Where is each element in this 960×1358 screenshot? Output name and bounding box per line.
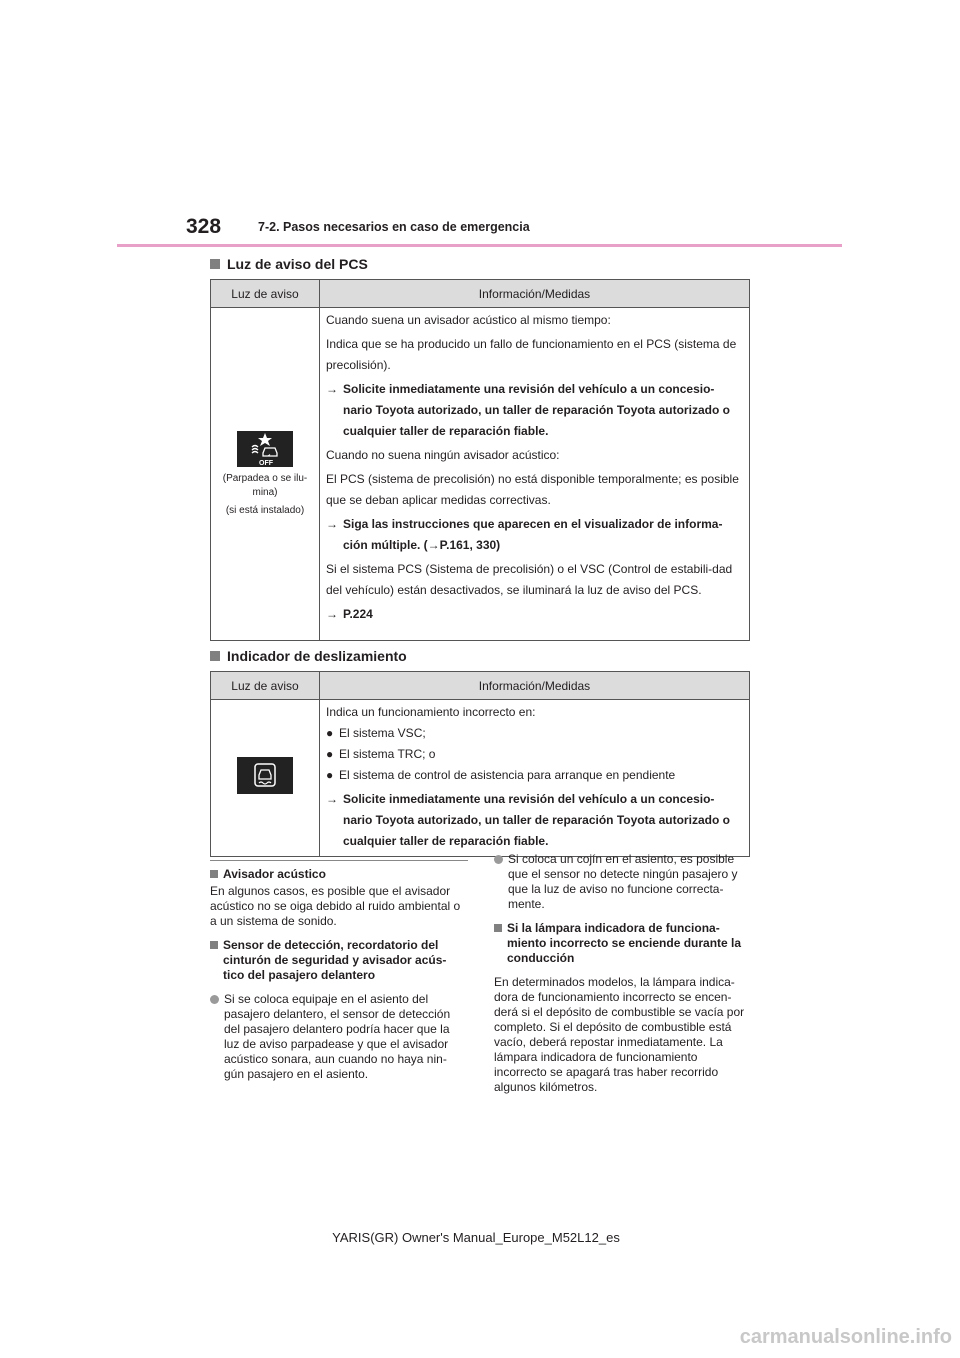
list-item: Si coloca un cojín en el asiento, es posible que el sensor no detecte ningún pasajero y que la luz de aviso no funcione correcta-mente. (494, 852, 750, 912)
square-bullet-icon (494, 924, 502, 932)
slip-warning-table (210, 671, 750, 857)
square-bullet-icon (210, 941, 218, 949)
circle-bullet-icon (210, 995, 219, 1004)
pcs-section-title (210, 256, 368, 272)
pcs-off-warning-icon (237, 431, 293, 467)
watermark: carmanualsonline.info (739, 1326, 952, 1348)
pcs-lamp-cell (211, 308, 320, 641)
col-header-info: Información/Medidas (320, 672, 750, 700)
list-item: ● El sistema VSC; (326, 726, 426, 740)
arrow-icon: → (326, 517, 338, 531)
info-line: El PCS (sistema de precolisión) no está disponible temporalmente; es posible que se deban aplicar medidas correctivas. (326, 472, 739, 507)
slip-info-cell (320, 700, 750, 857)
note-text: En determinados modelos, la lámpara indica-dora de funcionamiento incorrecto se encen-derá si el depósito de combustible se vacía por completo. Si el depósito de combustible está vacío, deberá repostar inmediatamente. La lámpara indicadora de funcionamiento incorrecto se apagará tras haber recorrido algunos kilómetros. (494, 975, 745, 1094)
pcs-info-cell (320, 308, 750, 641)
note-heading: Avisador acústico (210, 867, 466, 882)
info-line: Si el sistema PCS (Sistema de precolisión) o el VSC (Control de estabili-dad del vehículo) están desactivados, se iluminará la luz de aviso del PCS. (326, 562, 733, 597)
svg-text:OFF: OFF (259, 459, 273, 467)
footer-manual-id: YARIS(GR) Owner's Manual_Europe_M52L12_es (332, 1230, 620, 1245)
arrow-icon: → (326, 382, 338, 396)
col-header-info: Información/Medidas (320, 280, 750, 308)
col-header-lamp: Luz de aviso (211, 280, 320, 308)
notes-left-column (210, 867, 466, 1082)
notes-right-column (494, 852, 750, 1095)
chapter-title: 7-2. Pasos necesarios en caso de emergencia (258, 220, 530, 234)
action-line: → Solicite inmediatamente una revisión del vehículo a un concesio-nario Toyota autorizado, un taller de reparación Toyota autorizado o cualquier taller de reparación fiable. (326, 379, 743, 442)
slip-section-title-text: Indicador de deslizamiento (227, 648, 407, 664)
slip-indicator-icon (237, 757, 293, 794)
slip-lamp-cell (211, 700, 320, 857)
arrow-icon: → (326, 607, 338, 621)
action-line: → Solicite inmediatamente una revisión del vehículo a un concesio-nario Toyota autorizado, un taller de reparación Toyota autorizado o cualquier taller de reparación fiable. (326, 789, 743, 852)
list-item: ● El sistema de control de asistencia para arranque en pendiente (326, 768, 676, 782)
info-line: Indica un funcionamiento incorrecto en: (326, 705, 536, 719)
notes-divider (210, 860, 468, 861)
col-header-lamp: Luz de aviso (211, 672, 320, 700)
page-number: 328 (186, 215, 222, 238)
lamp-note-installed: (si está instalado) (225, 504, 305, 516)
action-line: → Siga las instrucciones que aparecen en el visualizador de informa-ción múltiple. (→P.161, 330) (326, 514, 743, 556)
arrow-icon: → (326, 792, 338, 806)
action-line: → P.224 (326, 604, 743, 625)
list-item: ● El sistema TRC; o (326, 747, 436, 761)
slip-section-title (210, 648, 407, 664)
pcs-section-title-text: Luz de aviso del PCS (227, 256, 368, 272)
list-item: Si se coloca equipaje en el asiento del pasajero delantero, el sensor de detección del pasajero delantero podría hacer que la luz de aviso parpadease y que el avisador acústico sonara, aun cuando no haya nin-gún pasajero en el asiento. (210, 992, 466, 1082)
header-rule (117, 244, 842, 247)
square-bullet-icon (210, 259, 220, 269)
info-line: Indica que se ha producido un fallo de funcionamiento en el PCS (sistema de precolisión). (326, 337, 737, 372)
lamp-note-blink: (Parpadea o se ilu-mina) (222, 472, 308, 498)
note-heading: Sensor de detección, recordatorio del cinturón de seguridad y avisador acús-tico del pasajero delantero (210, 938, 466, 983)
note-heading: Si la lámpara indicadora de funciona-miento incorrecto se enciende durante la conducción (494, 921, 750, 966)
info-line: Cuando suena un avisador acústico al mismo tiempo: (326, 313, 611, 327)
circle-bullet-icon (494, 855, 503, 864)
square-bullet-icon (210, 651, 220, 661)
info-line: Cuando no suena ningún avisador acústico: (326, 448, 560, 462)
pcs-warning-table (210, 279, 750, 641)
note-text: En algunos casos, es posible que el avisador acústico no se oiga debido al ruido ambiental o a un sistema de sonido. (210, 884, 461, 928)
square-bullet-icon (210, 870, 218, 878)
